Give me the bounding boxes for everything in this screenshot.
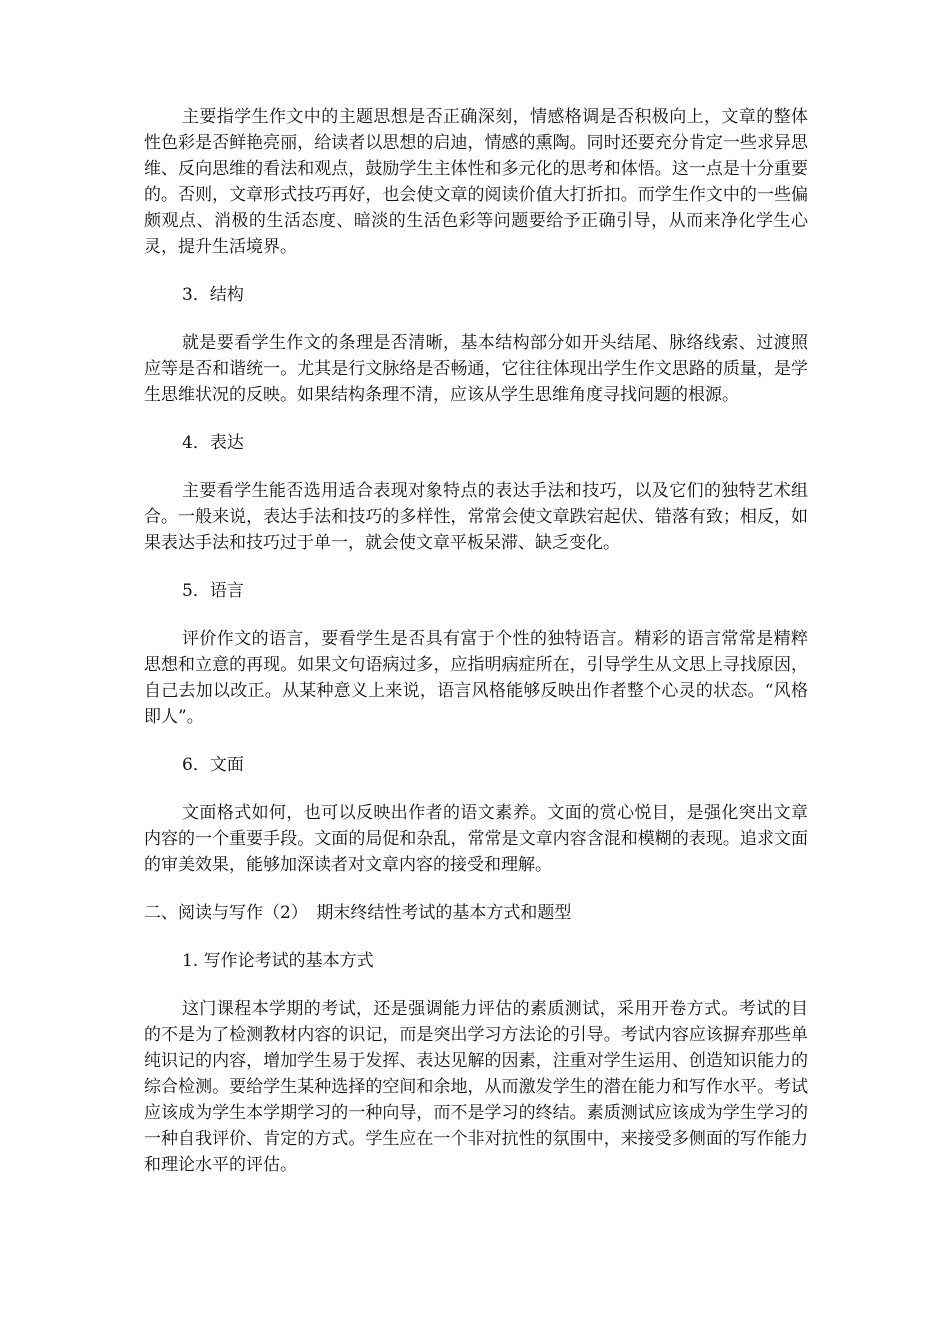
heading-expression: 4．表达 (182, 433, 244, 453)
document-page (144, 104, 808, 1178)
heading-page-appearance: 6．文面 (182, 755, 244, 775)
paragraph-theme-content: 主要指学生作文中的主题思想是否正确深刻，情感格调是否积极向上，文章的整体性色彩是否鲜艳亮丽，给读者以思想的启迪，情感的熏陶。同时还要充分肯定一些求异思维、反向思维的看法和观点，鼓励学生主体性和多元化的思考和体悟。这一点是十分重要的。否则，文章形式技巧再好，也会使文章的阅读价值大打折扣。而学生作文中的一些偏颇观点、消极的生活态度、暗淡的生活色彩等问题要给予正确引导，从而来净化学生心灵，提升生活境界。 (144, 107, 808, 257)
paragraph-page-appearance: 文面格式如何，也可以反映出作者的语文素养。文面的赏心悦目，是强化突出文章内容的一个重要手段。文面的局促和杂乱，常常是文章内容含混和模糊的表现。追求文面的审美效果，能够加深读者对文章内容的接受和理解。 (144, 803, 808, 875)
paragraph-structure: 就是要看学生作文的条理是否清晰，基本结构部分如开头结尾、脉络线索、过渡照应等是否和谐统一。尤其是行文脉络是否畅通，它往往体现出学生作文思路的质量，是学生思维状况的反映。如果结构条理不清，应该从学生思维角度寻找问题的根源。 (144, 333, 808, 405)
subheading-exam-method: 1. 写作论考试的基本方式 (182, 951, 374, 971)
paragraph-expression: 主要看学生能否选用适合表现对象特点的表达手法和技巧，以及它们的独特艺术组合。一般来说，表达手法和技巧的多样性，常常会使文章跌宕起伏、错落有致；相反，如果表达手法和技巧过于单一，就会使文章平板呆滞、缺乏变化。 (144, 481, 808, 553)
heading-language: 5．语言 (182, 581, 244, 601)
paragraph-exam-method: 这门课程本学期的考试，还是强调能力评估的素质测试，采用开卷方式。考试的目的不是为了检测教材内容的识记，而是突出学习方法论的引导。考试内容应该摒弃那些单纯识记的内容，增加学生易于发挥、表达见解的因素，注重对学生运用、创造知识能力的综合检测。要给学生某种选择的空间和余地，从而激发学生的潜在能力和写作水平。考试应该成为学生本学期学习的一种向导，而不是学习的终结。素质测试应该成为学生学习的一种自我评价、肯定的方式。学生应在一个非对抗性的氛围中，来接受多侧面的写作能力和理论水平的评估。 (144, 999, 808, 1175)
section-title-exam: 二、阅读与写作（2） 期末终结性考试的基本方式和题型 (144, 903, 572, 923)
heading-structure: 3．结构 (182, 285, 244, 305)
paragraph-language: 评价作文的语言，要看学生是否具有富于个性的独特语言。精彩的语言常常是精粹思想和立意的再现。如果文句语病过多，应指明病症所在，引导学生从文思上寻找原因，自己去加以改正。从某种意义上来说，语言风格能够反映出作者整个心灵的状态。“风格即人”。 (144, 629, 808, 727)
